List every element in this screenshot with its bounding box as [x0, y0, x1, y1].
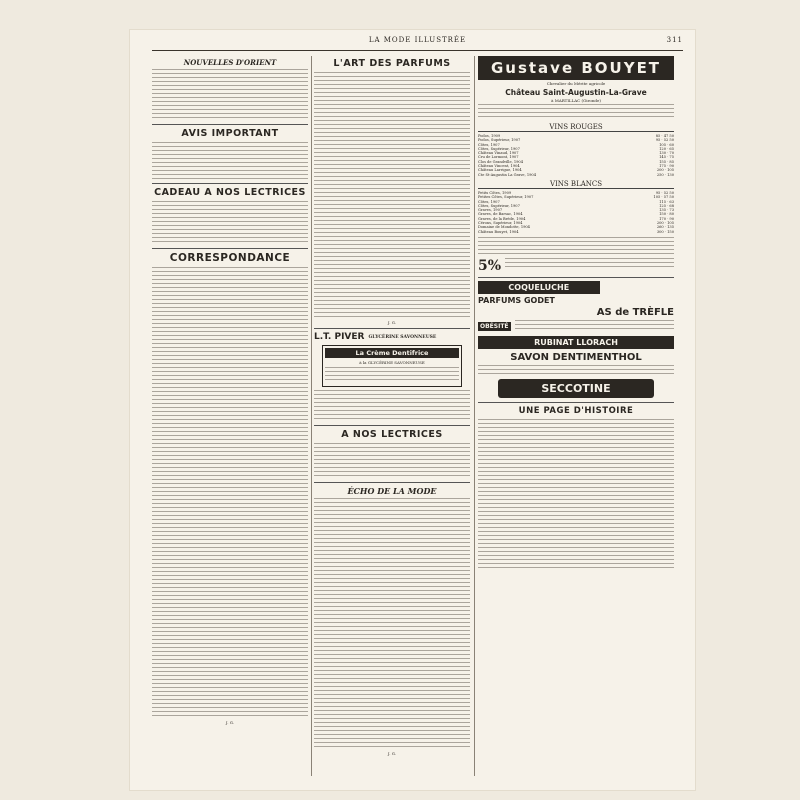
correspondance-title: CORRESPONDANCE: [169, 252, 291, 264]
bouyet-name: Gustave BOUYET: [478, 56, 674, 80]
seccotine-ad: SECCOTINE: [498, 379, 654, 398]
wine-price: 175 · 90: [659, 164, 674, 169]
piver-ad: [314, 332, 470, 342]
coqueluche-ad: COQUELUCHE: [478, 281, 600, 294]
running-title: LA MODE ILLUSTRÉE: [368, 36, 467, 44]
creme-title: La Crème Dentifrice: [325, 348, 459, 358]
wine-name: Graves, de la Brède, 1904: [478, 216, 526, 221]
wine-price: 250 · 130: [656, 172, 674, 177]
correspondance-text: [152, 267, 308, 717]
wine-price: 105 · 57 50: [653, 195, 674, 200]
wine-name: Côtes, 1907: [478, 142, 500, 147]
divider: [152, 248, 308, 249]
wine-price: 120 · 65: [659, 146, 674, 151]
location: à MARTILLAC (Gironde): [551, 98, 601, 103]
divider: [152, 124, 308, 125]
divider: [478, 277, 674, 278]
wine-price: 115 · 63: [659, 199, 674, 204]
column-right: [478, 56, 674, 776]
wine-name: Graves, 1907: [478, 208, 503, 213]
divider: [478, 402, 674, 403]
creme-sub: à la GLYCÉRINE SAVONNEUSE: [359, 360, 425, 365]
godet-ad: PARFUMS GODET: [478, 295, 555, 305]
divider: [314, 328, 470, 329]
wine-name: Petits Côtes, 1909: [478, 190, 512, 195]
signature: J. G.: [225, 720, 235, 725]
wine-price: 95 · 52 50: [655, 190, 674, 195]
obesite-text: [515, 320, 674, 330]
wine-name: Côtes, Supérieur, 1907: [478, 146, 520, 151]
page-header: [152, 36, 683, 50]
divider: [314, 425, 470, 426]
wine-price: 170 · 90: [659, 216, 674, 221]
wine-name: Cérons, Supérieur, 1904: [478, 221, 523, 226]
bouyet-text: [478, 104, 674, 120]
histoire-text: [478, 419, 674, 569]
vins-blancs-title: VINS BLANCS: [478, 180, 674, 189]
obesite-label: OBÉSITÉ: [480, 322, 509, 330]
wine-name: Côtes, Supérieur, 1907: [478, 203, 520, 208]
page-number: 311: [666, 36, 683, 44]
wine-name: Graves, de Barsac, 1904: [478, 212, 523, 217]
wine-name: Cte St-Augustin La Grave, 1904: [478, 172, 536, 177]
trefle-ad: AS de TRÈFLE: [596, 306, 674, 318]
lectrices-title: A NOS LECTRICES: [341, 429, 443, 440]
wine-price: 155 · 85: [659, 159, 674, 164]
parfums-text: [314, 72, 470, 317]
wine-price: 200 · 105: [656, 221, 674, 226]
wine-row: [478, 230, 674, 234]
wine-price: 125 · 68: [659, 203, 674, 208]
wine-name: Cru de Lormont, 1907: [478, 155, 519, 160]
wine-price: 145 · 75: [659, 155, 674, 160]
wine-name: Domaine de Mondotte, 1904: [478, 225, 530, 230]
wine-name: Château Vinaud, 1907: [478, 151, 519, 156]
dentimenthol-text: [478, 365, 674, 375]
avis-title: AVIS IMPORTANT: [181, 128, 279, 139]
discount-text: [505, 258, 674, 270]
nouvelles-title: NOUVELLES D'ORIENT: [183, 58, 277, 67]
wine-name: Château Vincent, 1904: [478, 164, 520, 169]
column-divider: [474, 56, 475, 776]
dentimenthol-ad: SAVON DENTIMENTHOL: [510, 351, 642, 363]
divider: [314, 482, 470, 483]
wine-price: 135 · 73: [659, 208, 674, 213]
wine-price: 85 · 47 50: [655, 134, 674, 138]
wine-notes: [478, 237, 674, 255]
column-left: [152, 56, 308, 776]
parfums-title: L'ART DES PARFUMS: [333, 58, 451, 69]
wine-price: 150 · 80: [659, 212, 674, 217]
signature: J. G.: [387, 320, 397, 325]
vins-rouges-title: VINS ROUGES: [478, 123, 674, 132]
echo-text: [314, 498, 470, 748]
rouges-list: [478, 134, 674, 177]
obesite-ad: [478, 320, 674, 333]
creme-text: [325, 367, 459, 381]
signature: J. G.: [387, 751, 397, 756]
magazine-page: [130, 30, 695, 790]
column-middle: [314, 56, 470, 776]
wine-price: 300 · 150: [656, 229, 674, 234]
blancs-list: [478, 191, 674, 234]
wine-row: [478, 173, 674, 177]
creme-ad: [322, 345, 462, 387]
discount-percent: 5%: [478, 257, 502, 274]
rubinat-ad: RUBINAT LLORACH: [478, 336, 674, 349]
promo-text: [314, 390, 470, 422]
wine-price: 130 · 70: [659, 151, 674, 156]
wine-price: 200 · 105: [656, 168, 674, 173]
discount-ad: [478, 258, 674, 274]
cadeau-title: CADEAU A NOS LECTRICES: [154, 187, 306, 198]
wine-name: Podos, Supérieur, 1907: [478, 138, 521, 143]
header-rule: [152, 50, 683, 51]
avis-text: [152, 142, 308, 180]
wine-name: Clos de Grandville, 1904: [478, 159, 524, 164]
divider: [152, 183, 308, 184]
wine-name: Podos, 1909: [478, 134, 501, 138]
wine-price: 95 · 52 50: [655, 138, 674, 143]
cadeau-text: [152, 201, 308, 245]
bouyet-sub: Chevalier du Mérite agricole: [546, 81, 606, 86]
wine-name: Petites Côtes, Supérieur, 1907: [478, 195, 534, 200]
wine-name: Château Bouyet, 1904: [478, 229, 519, 234]
wine-name: Côtes, 1907: [478, 199, 500, 204]
chateau-name: Château Saint-Augustin-La-Grave: [505, 88, 647, 97]
piver-brand: L.T. PIVER: [314, 332, 365, 342]
lectrices-text: [314, 443, 470, 479]
wine-name: Château Larrigue, 1904: [478, 168, 522, 173]
nouvelles-text: [152, 69, 308, 121]
histoire-title: UNE PAGE D'HISTOIRE: [518, 405, 634, 416]
column-divider: [311, 56, 312, 776]
piver-line: GLYCÉRINE SAVONNEUSE: [368, 334, 437, 340]
echo-title: ÉCHO DE LA MODE: [347, 486, 437, 496]
wine-price: 260 · 135: [656, 225, 674, 230]
wine-price: 105 · 60: [659, 142, 674, 147]
